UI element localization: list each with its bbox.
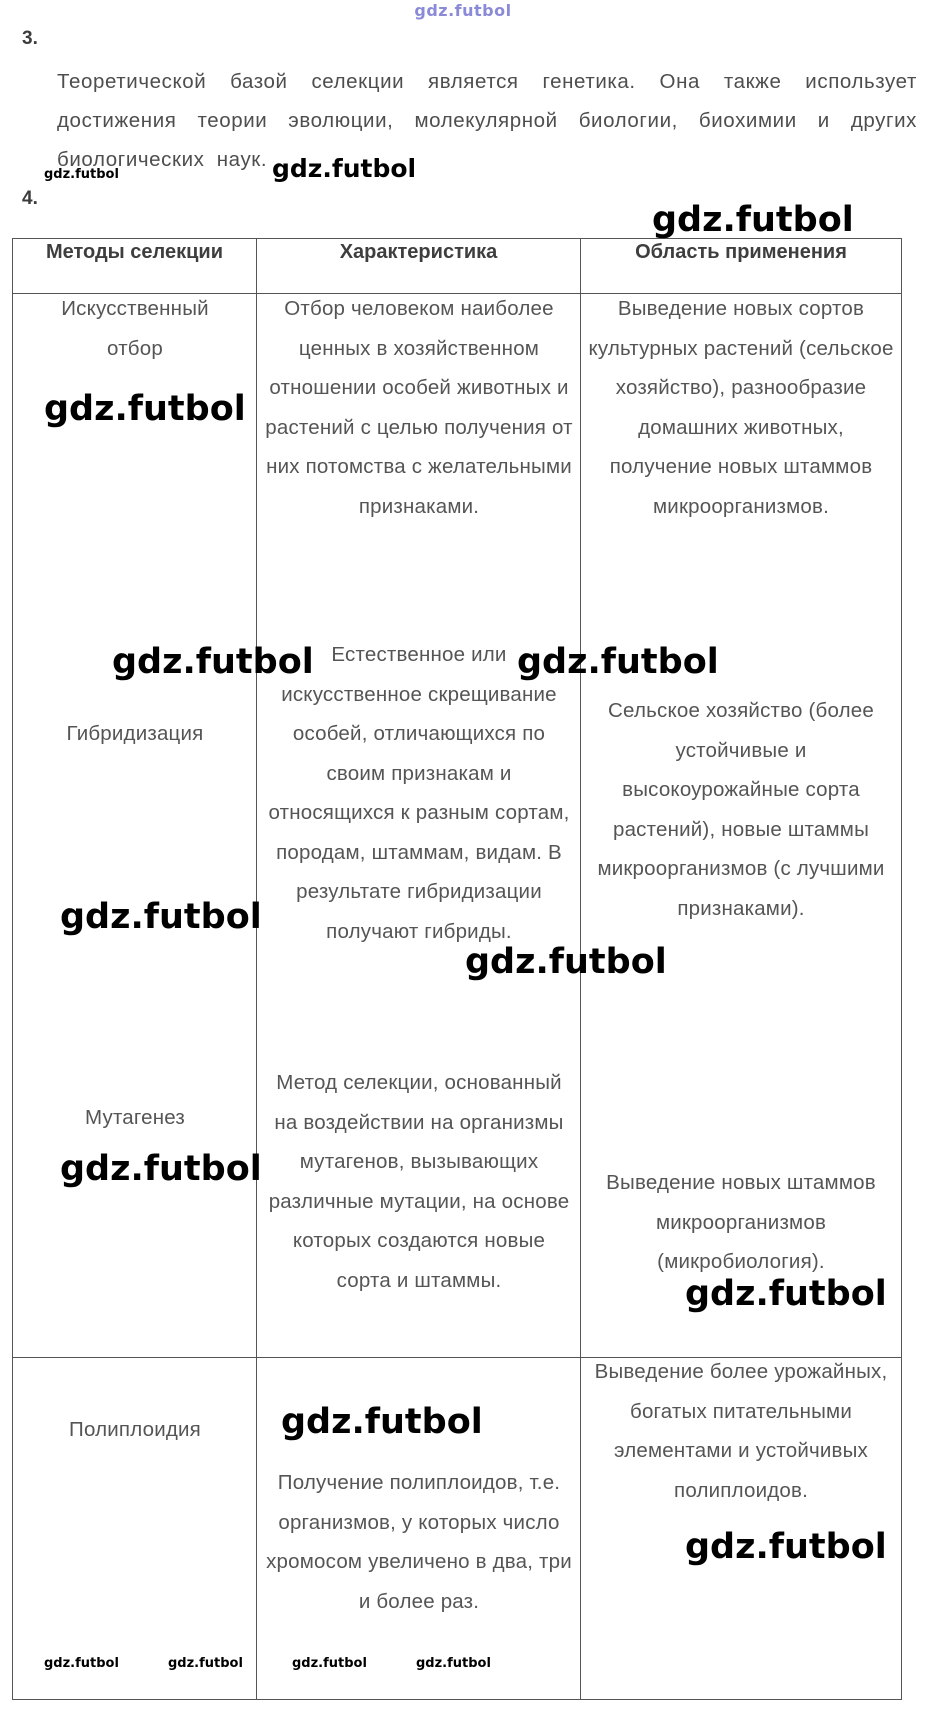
- watermark: gdz.futbol: [685, 1274, 887, 1314]
- row-3-method: Мутагенез: [84, 1106, 186, 1129]
- watermark: gdz.futbol: [292, 1656, 367, 1671]
- watermark: gdz.futbol: [168, 1656, 243, 1671]
- watermark: gdz.futbol: [652, 200, 854, 240]
- header-application: Область применения: [635, 241, 847, 263]
- watermark: gdz.futbol: [416, 1656, 491, 1671]
- row-1-application: Выведение новых сортов культурных растений (сельское хозяйство), разнообразие домашних животных, получение новых штаммов микроорганизмов.: [588, 297, 894, 518]
- watermark: gdz.futbol: [112, 642, 314, 682]
- row-4-application: Выведение более урожайных, богатых питательными элементами и устойчивых полиплоидов.: [594, 1360, 888, 1502]
- answer-3-text: Теоретической базой селекции является генетика. Она также использует достижения теории эволюции, молекулярной биологии, биохимии и других биологических наук.: [57, 70, 917, 171]
- table-column-divider-1: [256, 238, 257, 1700]
- row-2-application: Сельское хозяйство (более устойчивые и высокоурожайные сорта растений), новые штаммы микроорганизмов (с лучшими признаками).: [597, 699, 885, 920]
- watermark: gdz.futbol: [44, 1656, 119, 1671]
- watermark: gdz.futbol: [517, 642, 719, 682]
- row-4-method: Полиплоидия: [69, 1418, 201, 1441]
- watermark: gdz.futbol: [685, 1527, 887, 1567]
- watermark: gdz.futbol: [60, 1149, 262, 1189]
- row-2-characteristic: Естественное или искусственное скрещивание особей, отличающихся по своим признакам и относящихся к разным сортам, породам, штаммам, видам. В результате гибридизации получают гибриды.: [268, 643, 570, 943]
- row-3-application: Выведение новых штаммов микроорганизмов (микробиология).: [606, 1171, 876, 1273]
- table-border-right: [901, 238, 902, 1700]
- row-2-method: Гибридизация: [66, 722, 204, 745]
- row-1-characteristic: Отбор человеком наиболее ценных в хозяйственном отношении особей животных и растений с целью получения от них потомства с желательными признаками.: [265, 297, 573, 518]
- watermark: gdz.futbol: [44, 389, 246, 429]
- header-methods: Методы селекции: [45, 241, 224, 263]
- answer-3-number: 3.: [22, 28, 38, 49]
- table-border-left: [12, 238, 13, 1700]
- table-border-bottom: [12, 1699, 902, 1700]
- header-watermark: gdz.futbol: [414, 1, 512, 20]
- watermark: gdz.futbol: [60, 897, 262, 937]
- row-4-characteristic: Получение полиплоидов, т.е. организмов, у которых число хромосом увеличено в два, три и более раз.: [266, 1471, 572, 1613]
- watermark: gdz.futbol: [465, 942, 667, 982]
- watermark: gdz.futbol: [281, 1402, 483, 1442]
- watermark: gdz.futbol: [44, 167, 119, 182]
- answer-4-number: 4.: [22, 188, 38, 209]
- row-3-characteristic: Метод селекции, основанный на воздействии на организмы мутагенов, вызывающих различные мутации, на основе которых создаются новые сорта и штаммы.: [268, 1071, 570, 1292]
- header-characteristic: Характеристика: [339, 241, 498, 263]
- watermark: gdz.futbol: [272, 154, 417, 183]
- row-1-method: Искусственный отбор: [61, 297, 209, 360]
